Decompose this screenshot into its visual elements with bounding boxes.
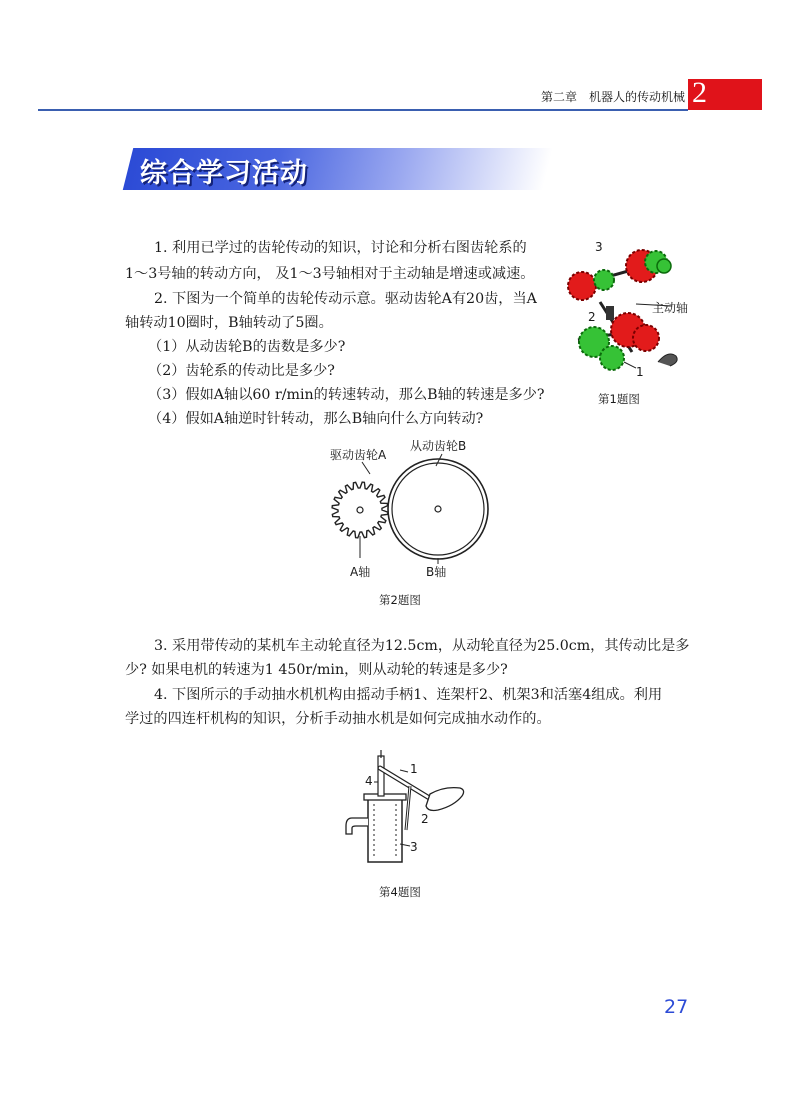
q3-line1: 3. 采用带传动的某机车主动轮直径为12.5cm，从动轮直径为25.0cm，其传动比是多 [154, 638, 690, 654]
q2-line2: 轴转动10圈时，B轴转动了5圈。 [125, 315, 333, 331]
figure4-caption: 第4题图 [379, 885, 421, 899]
section-title: 综合学习活动 [140, 158, 308, 189]
fig2-label-driven-gear: 从动齿轮B [410, 439, 467, 453]
figure1-caption: 第1题图 [598, 392, 640, 406]
q3-line2: 少? 如果电机的转速为1 450r/min，则从动轮的转速是多少? [125, 662, 508, 678]
q1-line1: 1. 利用已学过的齿轮传动的知识，讨论和分析右图齿轮系的 [154, 240, 527, 256]
drive-gear-a [332, 482, 388, 538]
fig4-label-4: 4 [365, 774, 373, 788]
fig2-label-shaft-b: B轴 [426, 565, 447, 579]
fig4-label-2: 2 [421, 812, 429, 826]
q2-sub3: （3）假如A轴以60 r/min的转速转动，那么B轴的转速是多少? [148, 387, 545, 403]
fig1-label-main-shaft: 主动轴 [652, 301, 689, 315]
drive-gear-a-teeth [332, 482, 388, 538]
fig2-label-shaft-a: A轴 [350, 565, 371, 579]
chapter-number: 2 [692, 76, 707, 109]
page-number: 27 [664, 996, 689, 1018]
header-rule [38, 109, 688, 111]
fig4-label-3: 3 [410, 840, 418, 854]
q1-line2: 1～3号轴的转动方向， 及1～3号轴相对于主动轴是增速或减速。 [125, 266, 535, 282]
chapter-title: 第二章 机器人的传动机械 [540, 90, 685, 104]
q4-line2: 学过的四连杆机构的知识，分析手动抽水机是如何完成抽水动作的。 [125, 711, 551, 727]
q2-sub1: （1）从动齿轮B的齿数是多少? [148, 339, 346, 355]
fig2-label-drive-gear: 驱动齿轮A [330, 448, 387, 462]
q2-line1: 2. 下图为一个简单的齿轮传动示意。驱动齿轮A有20齿，当A [154, 291, 537, 307]
q2-sub4: （4）假如A轴逆时针转动，那么B轴向什么方向转动? [148, 411, 484, 427]
fig1-label-1: 1 [636, 365, 644, 379]
figure2-caption: 第2题图 [379, 593, 421, 607]
fig1-label-3: 3 [595, 240, 603, 254]
q2-sub2: （2）齿轮系的传动比是多少? [148, 363, 335, 379]
q4-line1: 4. 下图所示的手动抽水机机构由摇动手柄1、连架杆2、机架3和活塞4组成。利用 [154, 687, 663, 703]
fig4-label-1: 1 [410, 762, 418, 776]
fig1-label-2: 2 [588, 310, 596, 324]
